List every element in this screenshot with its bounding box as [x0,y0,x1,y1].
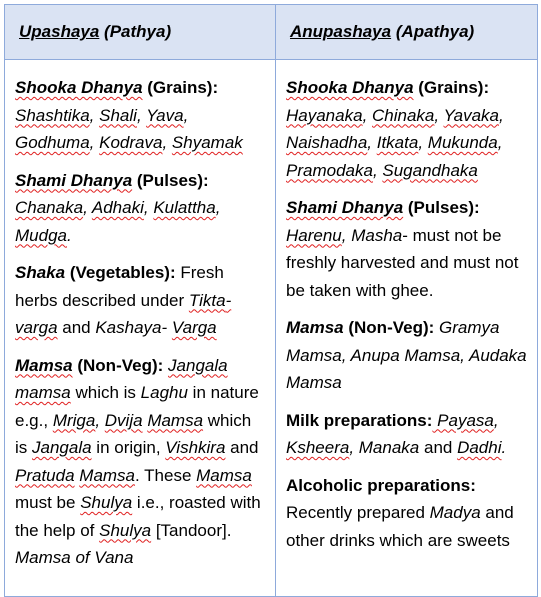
content-row [5,60,538,597]
pathya-cell [5,60,276,597]
apathya-alcohol: Alcoholic preparations: Recently prepared Madya and other drinks which are sweets [286,475,514,550]
apathya-nonveg: Mamsa (Non-Veg): Gramya Mamsa, Anupa Mamsa, Audaka Mamsa [286,318,527,392]
apathya-grains: Shooka Dhanya (Grains): Hayanaka, Chinaka, Yavaka, Naishadha, Itkata, Mukunda, Pramodaka, Sugandhaka [286,78,504,180]
pathya-vegetables: Shaka (Vegetables): Fresh herbs described under Tikta-varga and Kashaya- Varga [15,263,232,337]
header-row [5,5,538,60]
apathya-pulses: Shami Dhanya (Pulses): Harenu, Masha- must not be freshly harvested and must not be taken with ghee. [286,198,519,300]
pathya-grains: Shooka Dhanya (Grains): Shashtika, Shali, Yava, Godhuma, Kodrava, Shyamak [15,78,243,152]
apathya-cell-content [286,74,529,596]
pathya-pulses: Shami Dhanya (Pulses): Chanaka, Adhaki, Kulattha, Mudga. [15,170,221,245]
pathya-cell-content [15,74,267,596]
apathya-milk: Milk preparations: Payasa, Ksheera, Manaka and Dadhi. [286,410,507,457]
pathya-apathya-table [4,4,538,597]
pathya-nonveg: Mamsa (Non-Veg): Jangala mamsa which is Laghu in nature e.g., Mriga, Dvija Mamsa which is Jangala in origin, Vishkira and Pratuda Mamsa. These Mamsa must be Shulya i.e., roasted with the help of Shulya [Tandoor]. Mamsa of Vana [15,355,261,567]
header-pathya: Upashaya (Pathya) [5,5,276,60]
apathya-cell [276,60,538,597]
header-apathya: Anupashaya (Apathya) [276,5,538,60]
